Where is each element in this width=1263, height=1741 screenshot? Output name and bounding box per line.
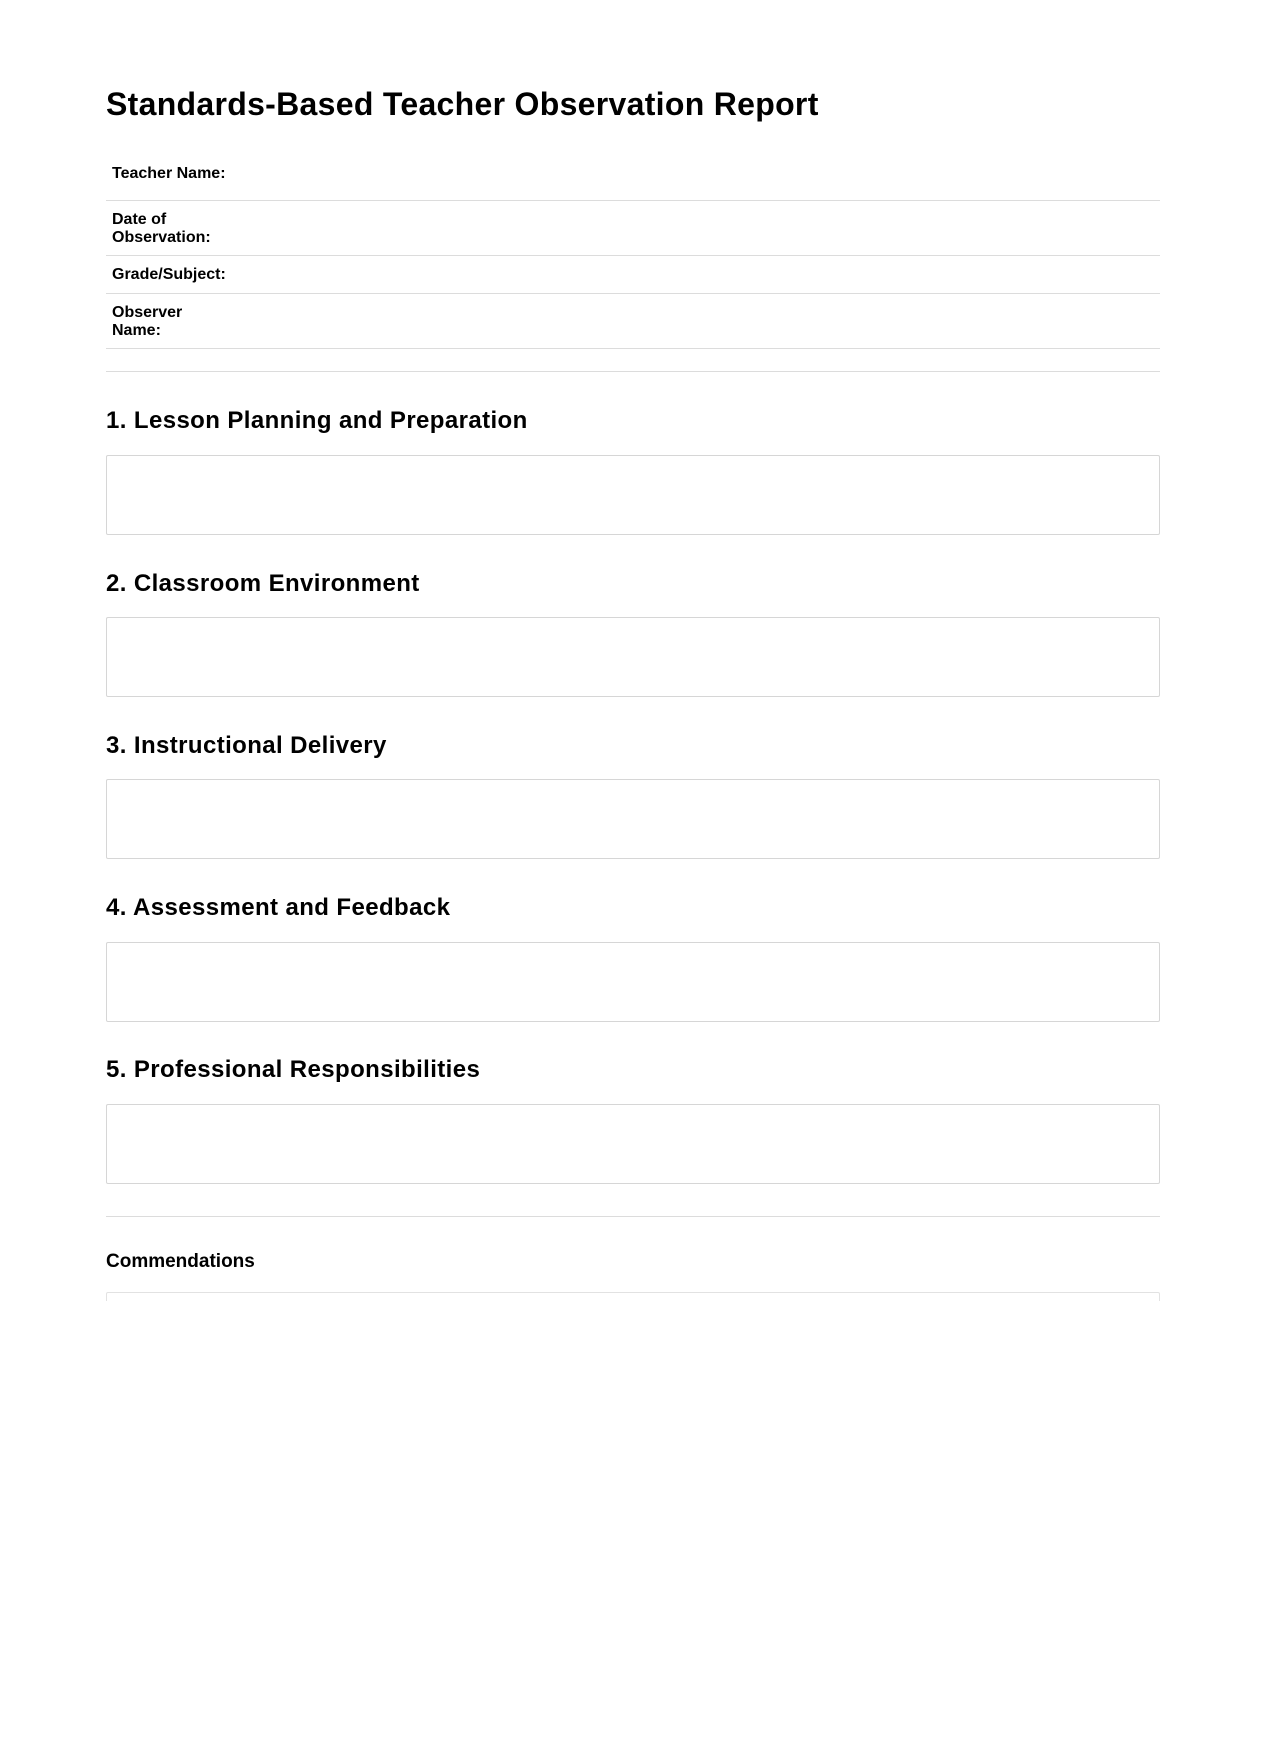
section-heading-instructional-delivery: 3. Instructional Delivery <box>106 732 387 759</box>
page-title: Standards-Based Teacher Observation Report <box>106 86 819 122</box>
observer-name-label: Observer Name: <box>106 294 232 349</box>
divider <box>106 371 1160 372</box>
divider <box>106 1216 1160 1217</box>
info-row-teacher-name <box>106 156 1160 201</box>
section-heading-assessment-feedback: 4. Assessment and Feedback <box>106 894 451 921</box>
observer-name-field[interactable] <box>232 294 1160 349</box>
section-heading-professional-responsibilities: 5. Professional Responsibilities <box>106 1056 481 1083</box>
info-row-grade-subject <box>106 256 1160 294</box>
lesson-planning-response-box[interactable] <box>106 455 1160 535</box>
commendations-response-box[interactable] <box>106 1292 1160 1301</box>
info-row-observer <box>106 294 1160 349</box>
info-row-date <box>106 201 1160 256</box>
classroom-environment-response-box[interactable] <box>106 617 1160 697</box>
date-of-observation-field[interactable] <box>232 201 1160 256</box>
teacher-info-table <box>106 156 1160 349</box>
professional-responsibilities-response-box[interactable] <box>106 1104 1160 1184</box>
assessment-feedback-response-box[interactable] <box>106 942 1160 1022</box>
commendations-heading: Commendations <box>106 1251 255 1272</box>
section-heading-classroom-environment: 2. Classroom Environment <box>106 570 420 597</box>
teacher-name-field[interactable] <box>232 156 1160 201</box>
date-of-observation-label: Date of Observation: <box>106 201 232 256</box>
instructional-delivery-response-box[interactable] <box>106 779 1160 859</box>
teacher-name-label: Teacher Name: <box>106 156 232 201</box>
grade-subject-field[interactable] <box>232 256 1160 294</box>
grade-subject-label: Grade/Subject: <box>106 256 232 294</box>
section-heading-lesson-planning: 1. Lesson Planning and Preparation <box>106 407 528 434</box>
